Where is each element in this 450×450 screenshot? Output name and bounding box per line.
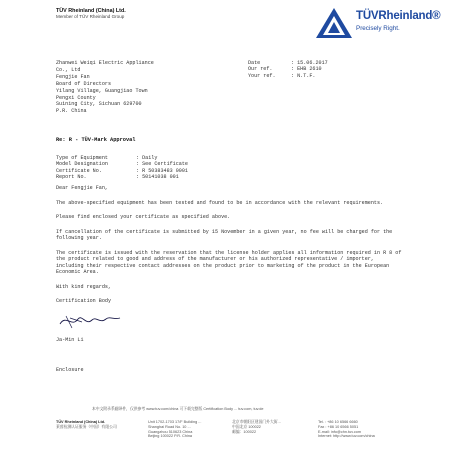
paragraph: The above-specified equipment has been tested and found to be in accordance with the relevant requirements.	[56, 199, 384, 206]
model-value: : See Certificate	[136, 161, 188, 168]
address-line: Board of Directors	[56, 80, 112, 87]
your-ref-value: : N.T.F.	[291, 72, 316, 79]
footer-website: Internet: http://www.tuv.com/china	[318, 434, 375, 439]
reference-block	[248, 60, 328, 79]
company-name: TÜV Rheinland (China) Ltd.	[56, 8, 126, 14]
subject-prefix: Re:	[56, 137, 69, 143]
footer-address	[148, 420, 201, 439]
signature	[56, 310, 126, 332]
footer-line: Beijing 100022 P.R. China	[148, 434, 193, 439]
footer-email: E-mail: info@chn.tuv.com	[318, 429, 362, 434]
footer-fax: Fax : +86 10 6566 5051	[318, 424, 359, 429]
logo-tagline: Precisely Right.	[356, 25, 400, 32]
triangle-logo-icon	[314, 6, 354, 40]
address-line: Fengjie Fan	[56, 73, 90, 80]
footer-line: 莱茵检测认证服务（中国）有限公司	[56, 424, 117, 429]
subject-text: - TÜV-Mark Approval	[71, 137, 136, 143]
address-line: Pengxi County	[56, 94, 96, 101]
certification-body: Certification Body	[56, 298, 112, 304]
certificate-label: Certificate No.	[56, 167, 102, 174]
address-line: Yilang Village, Guangjiao Town	[56, 87, 148, 94]
address-line: Suining City, Sichuan 629700	[56, 101, 142, 108]
subject-mark: R	[68, 137, 72, 143]
model-label: Model Designation	[56, 161, 108, 168]
paragraph: If cancellation of the certificate is submitted by 15 November in a given year, no fee will be charged for the following year.	[56, 228, 393, 241]
footer-address-cn	[232, 420, 281, 434]
footer-line: Unit 1702-1703 17/F Building ...	[148, 420, 202, 424]
footer-line: 北京市朝阳区建国门外大街...	[232, 420, 281, 424]
closing: With kind regards,	[56, 283, 112, 290]
equipment-type-value: : Daily	[136, 155, 158, 161]
footer-line: 中国北京 100022	[232, 424, 261, 429]
our-ref-value: : EHB 2610	[291, 66, 322, 73]
report-label: Report No.	[56, 174, 87, 181]
address-line: Zhanwei Weiqi Electric Appliance	[56, 60, 154, 66]
salutation: Dear Fengjie Fan,	[56, 185, 108, 191]
certificate-value: : R 50383483 0001	[136, 167, 188, 174]
footer-line: Guangzhou 510623 China	[148, 429, 193, 434]
enclosure-label: Enclosure	[56, 367, 84, 373]
paragraph: The certificate is issued with the reservation that the license holder applies all information required in R 8 of the product related to good and address of the manufacturer or his authorized representative / importer, including their respective contact addresses on the product prior to marketing of the product in the European Economic Area.	[56, 249, 402, 275]
address-line: Co., Ltd	[56, 66, 81, 73]
paragraph: Please find enclosed your certificate as specified above.	[56, 214, 231, 220]
footer-company	[56, 420, 117, 430]
footer-company-name: TÜV Rheinland (China) Ltd.	[56, 420, 106, 424]
footer-line: 邮编：100022	[232, 429, 257, 434]
group-membership: Member of TÜV Rheinland Group	[56, 14, 125, 19]
address-line: P.R. China	[56, 108, 87, 115]
date-label: Date	[248, 60, 261, 66]
equipment-type-label: Type of Equipment	[56, 155, 108, 161]
your-ref-label: Your ref.	[248, 72, 276, 79]
subject-line	[56, 137, 135, 143]
our-ref-label: Our ref.	[248, 66, 273, 73]
date-value: : 15.06.2017	[291, 60, 328, 66]
footer-phone: Tel. : +86 10 6566 6660	[318, 420, 358, 424]
logo-wordmark: TÜVRheinland®	[356, 10, 441, 22]
signer-name: Ja-Min Li	[56, 337, 84, 343]
recipient-address	[56, 60, 154, 115]
equipment-details	[56, 155, 188, 181]
footer-line: Shanghai Road No. 10 ...	[148, 424, 191, 429]
footer-note: 本中文附录系翻译件，仅供参考 www.tuv.com/china 可下载完整版 Certification Body ... tuv.com, tuv.de	[92, 407, 264, 411]
report-value: : 50141038 001	[136, 174, 179, 181]
letter-body	[56, 185, 404, 313]
footer-contact	[318, 420, 375, 439]
tuv-logo	[312, 6, 441, 42]
